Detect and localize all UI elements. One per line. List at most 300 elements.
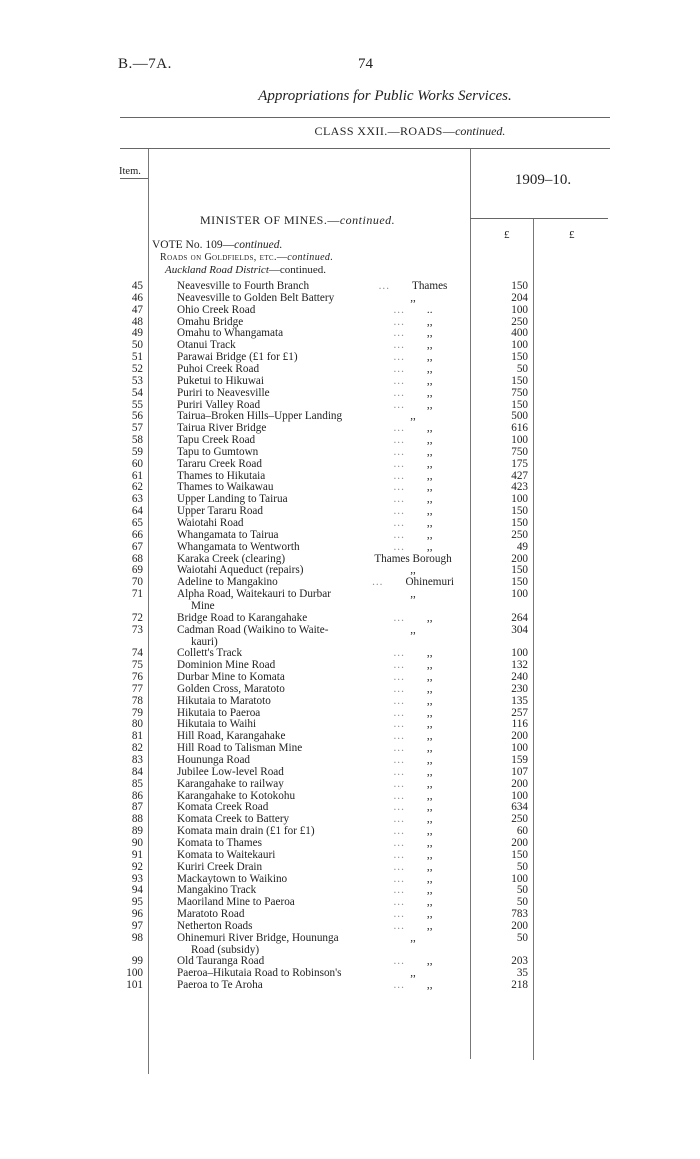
item-number: 65: [131, 517, 143, 529]
item-district-text: ,,: [426, 528, 433, 541]
leader-dots: ...: [393, 528, 405, 541]
item-district-text: ,,: [426, 398, 433, 411]
item-amount: 400: [511, 327, 528, 340]
item-district: [360, 363, 466, 375]
item-district: [360, 351, 466, 363]
item-amount: 204: [511, 291, 528, 304]
item-amount: 100: [511, 789, 528, 802]
item-district: [360, 588, 466, 600]
item-district: [360, 446, 466, 458]
item-amount: 304: [511, 623, 528, 636]
item-description: Puketui to Hikuwai: [177, 374, 265, 387]
column-rule-item: [148, 149, 149, 1074]
district-heading-continued: —continued.: [268, 264, 327, 276]
item-district: [360, 304, 466, 316]
item-district-text: ,,: [410, 588, 416, 601]
item-description: Omahu Bridge: [177, 315, 244, 328]
item-description: Maratoto Road: [177, 908, 245, 921]
document-reference: B.—7A.: [118, 56, 172, 72]
item-district: [360, 754, 466, 766]
item-district-text: ,,: [426, 445, 433, 458]
item-amount: 250: [511, 315, 528, 328]
item-number: 62: [131, 481, 143, 494]
item-district: [360, 861, 466, 873]
item-district-text: ,,: [426, 848, 433, 861]
item-amount: 50: [516, 884, 528, 897]
item-description: Komata to Waitekauri: [177, 848, 276, 861]
item-description: Neavesville to Golden Belt Battery: [177, 291, 335, 304]
item-amount: 203: [511, 955, 528, 968]
item-description: Adeline to Mangakino: [177, 576, 278, 589]
item-description: Hikutaia to Maratoto: [177, 694, 271, 707]
item-amount: 783: [511, 908, 528, 921]
item-district: [360, 683, 466, 695]
item-amount: 150: [511, 398, 528, 411]
item-district-text: ,,: [426, 339, 433, 352]
leader-dots: ...: [393, 872, 405, 885]
leader-dots: ...: [393, 611, 405, 624]
item-description: Karangahake to railway: [177, 777, 284, 790]
item-district: [360, 481, 466, 493]
item-number: 93: [131, 872, 143, 885]
item-description-continued: kauri): [191, 635, 218, 648]
leader-dots: ...: [393, 682, 405, 695]
item-description: Komata Creek to Battery: [177, 813, 290, 826]
leader-dots: ...: [393, 493, 405, 506]
leader-dots: ...: [393, 718, 405, 731]
item-district: [360, 280, 466, 292]
item-district-text: ,,: [426, 682, 433, 695]
item-number: 51: [131, 351, 143, 364]
leader-dots: ...: [393, 836, 405, 849]
item-description: Maoriland Mine to Paeroa: [177, 896, 295, 909]
item-description: Golden Cross, Maratoto: [177, 682, 285, 695]
item-district: [360, 659, 466, 671]
item-number: 58: [131, 434, 143, 447]
item-description: Puhoi Creek Road: [177, 362, 260, 375]
item-amount: 150: [511, 564, 528, 577]
item-amount: 257: [511, 706, 528, 719]
item-description: Cadman Road (Waikino to Waite- kauri): [177, 624, 397, 648]
item-district-text: ,,: [426, 706, 433, 719]
item-district-text: ,,: [426, 801, 433, 814]
item-district: [360, 612, 466, 624]
item-description: Hikutaia to Paeroa: [177, 706, 261, 719]
item-amount: 132: [511, 659, 528, 672]
item-number: 49: [131, 327, 143, 340]
item-number: 81: [131, 730, 143, 743]
item-amount: 150: [511, 517, 528, 529]
leader-dots: ...: [393, 540, 405, 553]
item-amount: 750: [511, 445, 528, 458]
item-description: Collett's Track: [177, 647, 243, 660]
item-district-text: ,,: [426, 505, 433, 518]
item-description: Hoununga Road: [177, 754, 251, 766]
vote-heading-text: VOTE No. 109—: [152, 239, 235, 251]
leader-dots: ...: [393, 374, 405, 387]
year-header-underline: [470, 218, 608, 219]
item-number: 90: [131, 836, 143, 849]
item-amount: 107: [511, 765, 528, 778]
item-district-text: ,,: [426, 517, 433, 529]
item-amount: 250: [511, 813, 528, 826]
item-amount: 49: [516, 540, 528, 553]
item-district-text: ,,: [426, 469, 433, 482]
item-amount: 150: [511, 374, 528, 387]
item-amount: 50: [516, 896, 528, 909]
item-description: Komata Creek Road: [177, 801, 269, 814]
item-description: Old Tauranga Road: [177, 955, 265, 968]
item-district-text: ,,: [426, 327, 433, 340]
item-description: Mackaytown to Waikino: [177, 872, 288, 885]
item-column-header: Item.: [119, 166, 141, 177]
item-number: 101: [126, 979, 143, 992]
item-description: Mangakino Track: [177, 884, 257, 897]
item-district-text: ,,: [426, 896, 433, 909]
item-amount: 100: [511, 339, 528, 352]
item-district: [360, 932, 466, 944]
item-district-text: Thames Borough: [374, 552, 452, 565]
item-district-text: ,,: [426, 884, 433, 897]
item-number: 67: [131, 540, 143, 553]
leader-dots: ...: [393, 896, 405, 909]
item-number: 71: [131, 588, 143, 601]
item-district: [360, 292, 466, 304]
leader-dots: ...: [393, 505, 405, 518]
item-number: 79: [131, 706, 143, 719]
item-number: 66: [131, 528, 143, 541]
item-amount: 200: [511, 730, 528, 743]
item-number: 99: [131, 955, 143, 968]
item-amount: 100: [511, 742, 528, 755]
item-description: Hill Road, Karangahake: [177, 730, 286, 743]
item-amount: 175: [511, 457, 528, 470]
item-district: [360, 470, 466, 482]
item-description: Netherton Roads: [177, 919, 253, 932]
item-district: [360, 316, 466, 328]
item-number: 82: [131, 742, 143, 755]
leader-dots: ...: [393, 706, 405, 719]
item-number: 45: [131, 280, 143, 292]
item-description: Tairua River Bridge: [177, 422, 267, 435]
item-district-text: ,,: [426, 979, 433, 992]
item-district-text: ,,: [426, 813, 433, 826]
item-amount: 35: [516, 967, 528, 980]
item-number: 55: [131, 398, 143, 411]
item-district-text: ,,: [426, 718, 433, 731]
item-number: 76: [131, 671, 143, 684]
item-description: Karaka Creek (clearing): [177, 552, 286, 565]
item-district-text: ,,: [426, 754, 433, 766]
leader-dots: ...: [393, 303, 405, 316]
item-amount: 60: [516, 825, 528, 838]
district-heading-text: Auckland Road District: [165, 264, 269, 276]
item-district-text: ,,: [426, 955, 433, 968]
item-number: 56: [131, 410, 143, 423]
item-district: [360, 493, 466, 505]
item-number: 63: [131, 493, 143, 506]
leader-dots: ...: [393, 339, 405, 352]
item-number: 57: [131, 422, 143, 435]
divider-table-top: [120, 148, 610, 149]
item-district-text: ,,: [426, 730, 433, 743]
item-number: 89: [131, 825, 143, 838]
item-description-continued: Mine: [191, 600, 215, 613]
item-amount: 218: [511, 979, 528, 992]
class-heading-continued: continued.: [455, 124, 506, 138]
item-amount: 100: [511, 493, 528, 506]
item-district-text: ,,: [426, 908, 433, 921]
item-amount: 240: [511, 671, 528, 684]
item-district: [360, 553, 466, 565]
item-amount: 500: [511, 410, 528, 423]
item-number: 60: [131, 457, 143, 470]
currency-header-1: £: [504, 229, 510, 241]
item-description: Parawai Bridge (£1 for £1): [177, 351, 298, 364]
leader-dots: ...: [393, 445, 405, 458]
item-district: [360, 967, 466, 979]
leader-dots: ...: [393, 754, 405, 766]
subhead-heading-text: Roads on Goldfields, etc.—: [160, 252, 288, 263]
item-district-text: ,,: [410, 564, 416, 577]
item-amount: 250: [511, 528, 528, 541]
item-district-text: ,,: [426, 742, 433, 755]
item-district: [360, 339, 466, 351]
class-heading: [0, 124, 700, 139]
class-heading-text: CLASS XXII.—ROADS—: [314, 124, 456, 138]
item-number: 53: [131, 374, 143, 387]
item-district: [360, 730, 466, 742]
leader-dots: ...: [393, 908, 405, 921]
leader-dots: ...: [393, 362, 405, 375]
item-amount: 427: [511, 469, 528, 482]
item-district-text: ,,: [410, 410, 416, 423]
leader-dots: ...: [393, 813, 405, 826]
item-amount: 616: [511, 422, 528, 435]
item-amount: 100: [511, 872, 528, 885]
item-header-underline: [120, 178, 148, 179]
item-district-text: ,,: [426, 386, 433, 399]
item-district: [360, 695, 466, 707]
item-number: 61: [131, 469, 143, 482]
item-amount: 150: [511, 848, 528, 861]
item-description: Thames to Waikawau: [177, 481, 274, 494]
leader-dots: ...: [393, 315, 405, 328]
item-description: Waiotahi Aqueduct (repairs): [177, 564, 304, 577]
minister-heading-text: MINISTER OF MINES.—: [200, 213, 340, 227]
item-district: [360, 505, 466, 517]
leader-dots: ...: [393, 457, 405, 470]
item-description: Neavesville to Fourth Branch: [177, 280, 310, 292]
item-district: [360, 458, 466, 470]
leader-dots: ...: [393, 398, 405, 411]
item-description: Komata main drain (£1 for £1): [177, 825, 315, 838]
item-number: 78: [131, 694, 143, 707]
leader-dots: ...: [393, 801, 405, 814]
item-description: Puriri Valley Road: [177, 398, 261, 411]
leader-dots: ...: [393, 671, 405, 684]
item-district-text: ,,: [426, 825, 433, 838]
item-number: 98: [131, 931, 143, 944]
item-district-text: ,,: [426, 362, 433, 375]
item-number: 48: [131, 315, 143, 328]
item-amount: 264: [511, 611, 528, 624]
leader-dots: ...: [393, 434, 405, 447]
item-number: 92: [131, 860, 143, 873]
item-district-text: ,,: [426, 777, 433, 790]
item-description: Whangamata to Tairua: [177, 528, 279, 541]
item-district: [360, 742, 466, 754]
leader-dots: ...: [393, 789, 405, 802]
item-amount: 230: [511, 682, 528, 695]
item-district: [360, 422, 466, 434]
item-district: [360, 564, 466, 576]
item-district-text: ,,: [426, 374, 433, 387]
item-amount: 150: [511, 280, 528, 292]
item-number: 47: [131, 303, 143, 316]
item-district-text: ,,: [426, 457, 433, 470]
item-description: Tairua–Broken Hills–Upper Landing: [177, 410, 343, 423]
item-description: Hikutaia to Waihi: [177, 718, 257, 731]
item-amount: 200: [511, 836, 528, 849]
item-district: [360, 410, 466, 422]
item-number: 83: [131, 754, 143, 766]
item-district-text: ,,: [426, 315, 433, 328]
item-district: [360, 849, 466, 861]
item-description: Puriri to Neavesville: [177, 386, 270, 399]
leader-dots: ...: [393, 517, 405, 529]
item-number: 69: [131, 564, 143, 577]
item-description: Tapu Creek Road: [177, 434, 256, 447]
item-district: [360, 529, 466, 541]
item-number: 77: [131, 682, 143, 695]
item-district-text: ,,: [426, 481, 433, 494]
item-number: 54: [131, 386, 143, 399]
item-amount: 50: [516, 931, 528, 944]
item-number: 96: [131, 908, 143, 921]
leader-dots: ...: [393, 884, 405, 897]
item-amount: 159: [511, 754, 528, 766]
item-district: [360, 873, 466, 885]
item-description: Durbar Mine to Komata: [177, 671, 285, 684]
vote-heading-continued: continued.: [234, 239, 283, 251]
leader-dots: ...: [393, 825, 405, 838]
leader-dots: ...: [393, 979, 405, 992]
item-description: Upper Landing to Tairua: [177, 493, 288, 506]
item-district: [360, 790, 466, 802]
item-district: [360, 778, 466, 790]
leader-dots: ...: [393, 694, 405, 707]
item-description: Ohio Creek Road: [177, 303, 256, 316]
item-district-text: ,,: [426, 872, 433, 885]
item-number: 100: [126, 967, 143, 980]
item-description: Komata to Thames: [177, 836, 262, 849]
item-description: Paeroa to Te Aroha: [177, 979, 263, 992]
item-number: 91: [131, 848, 143, 861]
item-number: 52: [131, 362, 143, 375]
column-rule-amount-left: [470, 149, 471, 1059]
item-district-text: ,,: [426, 860, 433, 873]
item-description: Omahu to Whangamata: [177, 327, 284, 340]
leader-dots: ...: [393, 659, 405, 672]
item-district-text: ,,: [426, 434, 433, 447]
item-description: Tapu to Gumtown: [177, 445, 259, 458]
item-district: [360, 707, 466, 719]
item-district: [360, 801, 466, 813]
item-description: Karangahake to Kotokohu: [177, 789, 296, 802]
item-district-text: ,,: [426, 351, 433, 364]
vote-heading: [152, 239, 282, 251]
item-amount: 634: [511, 801, 528, 814]
subhead-heading: [160, 252, 333, 263]
leader-dots: ...: [393, 481, 405, 494]
item-district: [360, 766, 466, 778]
item-district: [360, 825, 466, 837]
item-district: [360, 920, 466, 932]
leader-dots: ...: [393, 955, 405, 968]
item-district-text: Thames: [411, 280, 448, 292]
item-district-text: ,,: [426, 422, 433, 435]
item-number: 73: [131, 623, 143, 636]
item-description: Whangamata to Wentworth: [177, 540, 300, 553]
item-amount: 200: [511, 919, 528, 932]
item-description: Dominion Mine Road: [177, 659, 276, 672]
page-title-text: Appropriations for Public Works Services.: [258, 88, 512, 104]
item-number: 87: [131, 801, 143, 814]
leader-dots: ...: [393, 351, 405, 364]
item-description: Hill Road to Talisman Mine: [177, 742, 303, 755]
item-amount: 116: [511, 718, 528, 731]
item-district: [360, 576, 466, 588]
item-amount: 423: [511, 481, 528, 494]
item-district: [360, 327, 466, 339]
item-number: 86: [131, 789, 143, 802]
item-district: [360, 399, 466, 411]
item-description: Upper Tararu Road: [177, 505, 263, 518]
subhead-heading-continued: continued.: [287, 252, 334, 263]
item-amount: 100: [511, 647, 528, 660]
item-district: [360, 813, 466, 825]
item-description: Tararu Creek Road: [177, 457, 262, 470]
item-number: 72: [131, 611, 143, 624]
item-district-text: ,,: [410, 967, 416, 980]
leader-dots: ...: [393, 919, 405, 932]
item-district: [360, 979, 466, 991]
leader-dots: ...: [372, 576, 384, 589]
item-district-text: ,,: [410, 623, 416, 636]
year-column-header: 1909–10.: [514, 172, 572, 188]
item-district-text: ,,: [426, 611, 433, 624]
leader-dots: ...: [393, 422, 405, 435]
item-number: 80: [131, 718, 143, 731]
item-amount: 100: [511, 303, 528, 316]
item-district: [360, 387, 466, 399]
item-district-text: ,,: [426, 836, 433, 849]
item-description: Bridge Road to Karangahake: [177, 611, 308, 624]
item-amount: 150: [511, 505, 528, 518]
item-district-text: ,,: [410, 931, 416, 944]
item-amount: 100: [511, 434, 528, 447]
page-number: 74: [358, 56, 373, 72]
item-district-text: ,,: [426, 789, 433, 802]
item-district: [360, 375, 466, 387]
leader-dots: ...: [393, 742, 405, 755]
item-district-text: ,,: [426, 919, 433, 932]
item-number: 85: [131, 777, 143, 790]
item-number: 97: [131, 919, 143, 932]
item-number: 68: [131, 552, 143, 565]
item-amount: 50: [516, 860, 528, 873]
